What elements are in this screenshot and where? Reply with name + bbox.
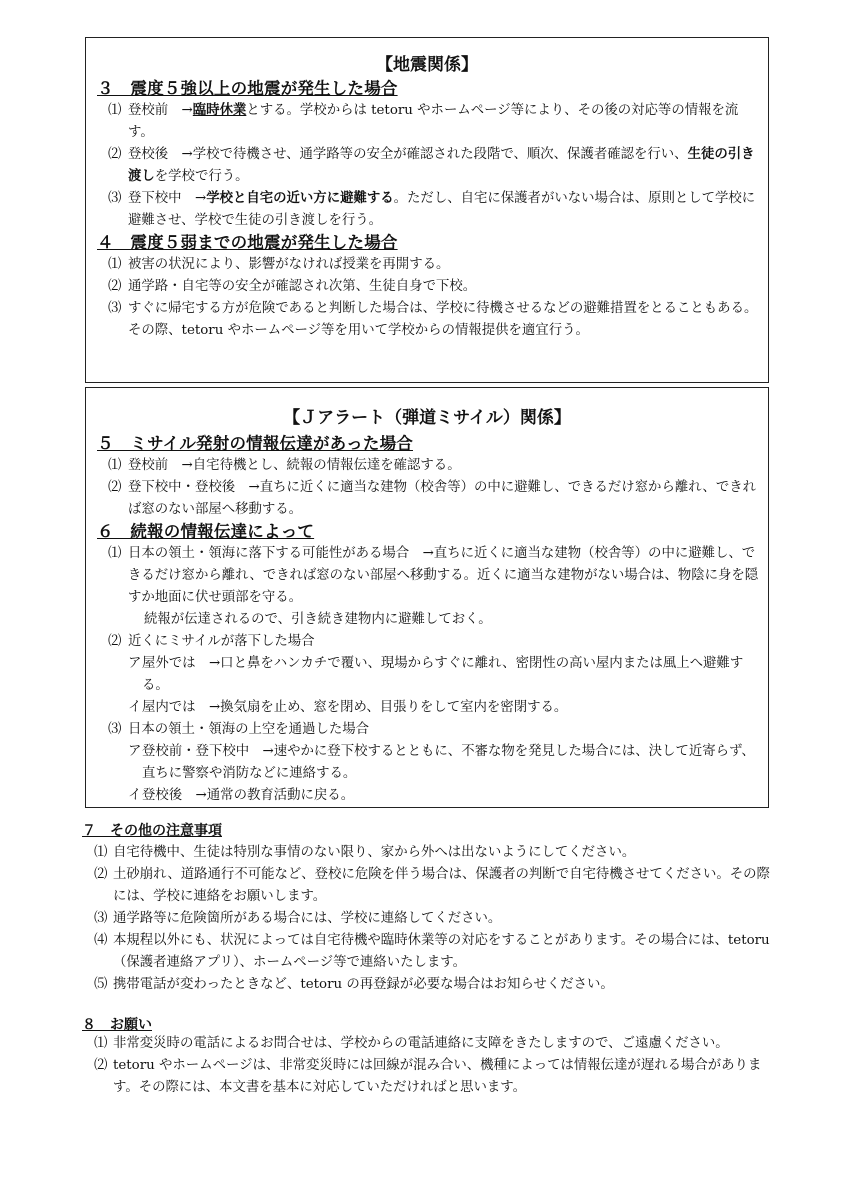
section-8-list bbox=[82, 1033, 772, 1099]
section-8-title: ８ お願い bbox=[82, 1017, 152, 1033]
item-text: 自宅待機中、生徒は特別な事情のない限り、家から外へは出ないようにしてください。 bbox=[113, 845, 636, 860]
item-number: ⑶ bbox=[108, 191, 122, 206]
item-number: ⑷ bbox=[94, 933, 108, 948]
section-7-item-2 bbox=[82, 864, 772, 908]
section-6-item-2 bbox=[86, 631, 768, 653]
section-4-item-1 bbox=[86, 254, 768, 276]
section-4-item-2 bbox=[86, 276, 768, 298]
item-text: 本規程以外にも、状況によっては自宅待機や臨時休業等の対応をすることがあります。その場合には、tetoru（保護者連絡アプリ）、ホームページ等で連絡いたします。 bbox=[113, 933, 770, 970]
section-5-item-2 bbox=[86, 477, 768, 521]
section-7-item-3 bbox=[82, 908, 772, 930]
section-3-item-3 bbox=[86, 188, 768, 232]
sub-item-text: 屋外では →口と鼻をハンカチで覆い、現場からすぐに離れ、密閉性の高い屋内または風上へ避難する。 bbox=[142, 656, 744, 693]
section-7-title: ７ その他の注意事項 bbox=[82, 823, 222, 839]
item-text-bold: 臨時休業 bbox=[192, 103, 247, 118]
item-text-pre: 登校後 →学校で待機させ、通学路等の安全が確認された段階で、順次、保護者確認を行い、 bbox=[128, 147, 688, 162]
section-8-item-2 bbox=[82, 1055, 772, 1099]
item-number: ⑴ bbox=[94, 845, 108, 860]
earthquake-box bbox=[85, 37, 769, 383]
item-number: ⑵ bbox=[108, 279, 122, 294]
item-number: ⑶ bbox=[108, 722, 122, 737]
section-5-item-1 bbox=[86, 455, 768, 477]
item-number: ⑴ bbox=[94, 1036, 108, 1051]
item-number: ⑵ bbox=[108, 480, 122, 495]
item-text-bold: 学校と自宅の近い方に避難する bbox=[206, 191, 394, 206]
item-text: 登校前 →自宅待機とし、続報の情報伝達を確認する。 bbox=[128, 458, 461, 473]
item-text: 日本の領土・領海に落下する可能性がある場合 →直ちに近くに適当な建物（校舎等）の中に避難し、できるだけ窓から離れ、できれば窓のない部屋へ移動する。近くに適当な建物がない場合は、物陰に身を隠すか地面に伏せ頭部を守る。 bbox=[128, 546, 759, 605]
item-number: ⑵ bbox=[108, 147, 122, 162]
section-3-item-1 bbox=[86, 100, 768, 144]
section-7-item-4 bbox=[82, 930, 772, 974]
item-text-post: とする。学校からは tetoru やホームページ等により、その後の対応等の情報を流す。 bbox=[128, 103, 739, 140]
item-text-post: 。ただし、自宅に保護者がいない場合は、原則として学校に避難させ、学校で生徒の引き渡しを行う。 bbox=[128, 191, 756, 228]
section-3-item-2 bbox=[86, 144, 768, 188]
section-6-item-3-sub-b bbox=[86, 785, 768, 807]
item-number: ⑵ bbox=[94, 1058, 108, 1073]
sub-item-number: イ bbox=[128, 700, 142, 715]
section-7-list bbox=[82, 842, 772, 996]
item-text: 日本の領土・領海の上空を通過した場合 bbox=[128, 722, 370, 737]
item-number: ⑴ bbox=[108, 257, 122, 272]
item-number: ⑵ bbox=[108, 634, 122, 649]
section-7-item-1 bbox=[82, 842, 772, 864]
section-6-item-2-sub-b bbox=[86, 697, 768, 719]
item-text: 非常変災時の電話によるお問合せは、学校からの電話連絡に支障をきたしますので、ご遠慮ください。 bbox=[113, 1036, 729, 1051]
item-text-pre: 登校前 → bbox=[128, 103, 193, 118]
section-5-title: ５ ミサイル発射の情報伝達があった場合 bbox=[97, 434, 413, 453]
section-7-item-5 bbox=[82, 974, 772, 996]
sub-item-text: 登校後 →通常の教育活動に戻る。 bbox=[142, 788, 355, 803]
item-text: 通学路・自宅等の安全が確認され次第、生徒自身で下校。 bbox=[128, 279, 477, 294]
item-number: ⑴ bbox=[108, 458, 122, 473]
item-text: 土砂崩れ、道路通行不可能など、登校に危険を伴う場合は、保護者の判断で自宅待機させてください。その際には、学校に連絡をお願いします。 bbox=[113, 867, 770, 904]
section-8-item-1 bbox=[82, 1033, 772, 1055]
section-4-title: ４ 震度５弱までの地震が発生した場合 bbox=[97, 233, 398, 252]
item-text-post: を学校で行う。 bbox=[154, 169, 249, 184]
section-6-item-2-sub-a bbox=[86, 653, 768, 697]
sub-item-number: ア bbox=[128, 656, 142, 671]
section-3-title: ３ 震度５強以上の地震が発生した場合 bbox=[97, 79, 398, 98]
item-text: tetoru やホームページは、非常変災時には回線が混み合い、機種によっては情報伝達が遅れる場合があります。その際には、本文書を基本に対応していただければと思います。 bbox=[113, 1058, 762, 1095]
earthquake-title: 【地震関係】 bbox=[376, 55, 478, 75]
sub-item-text: 屋内では →換気扇を止め、窓を閉め、目張りをして室内を密閉する。 bbox=[142, 700, 568, 715]
item-number: ⑸ bbox=[94, 977, 108, 992]
item-text: 登下校中・登校後 →直ちに近くに適当な建物（校舎等）の中に避難し、できるだけ窓から離れ、できれば窓のない部屋へ移動する。 bbox=[128, 480, 756, 517]
sub-item-number: ア bbox=[128, 744, 142, 759]
section-4-item-3 bbox=[86, 298, 768, 342]
section-6-item-3-sub-a bbox=[86, 741, 768, 785]
item-text: 近くにミサイルが落下した場合 bbox=[128, 634, 315, 649]
sub-item-number: イ bbox=[128, 788, 142, 803]
section-6-item-1-note: 続報が伝達されるので、引き続き建物内に避難しておく。 bbox=[144, 612, 492, 627]
jalert-box bbox=[85, 387, 769, 808]
item-text: 携帯電話が変わったときなど、tetoru の再登録が必要な場合はお知らせください。 bbox=[113, 977, 614, 992]
item-text: 通学路等に危険箇所がある場合には、学校に連絡してください。 bbox=[113, 911, 502, 926]
item-text: 被害の状況により、影響がなければ授業を再開する。 bbox=[128, 257, 450, 272]
item-text-bold: 生徒の引き渡し bbox=[128, 147, 755, 184]
item-text: すぐに帰宅する方が危険であると判断した場合は、学校に待機させるなどの避難措置をとることもある。その際、tetoru やホームページ等を用いて学校からの情報提供を適宜行う。 bbox=[128, 301, 758, 338]
section-6-item-3 bbox=[86, 719, 768, 741]
item-number: ⑴ bbox=[108, 546, 122, 561]
item-number: ⑶ bbox=[94, 911, 108, 926]
item-number: ⑵ bbox=[94, 867, 108, 882]
sub-item-text: 登校前・登下校中 →速やかに登下校するとともに、不審な物を発見した場合には、決して近寄らず、直ちに警察や消防などに連絡する。 bbox=[142, 744, 755, 781]
section-6-item-1 bbox=[86, 543, 768, 609]
jalert-title: 【Ｊアラート（弾道ミサイル）関係】 bbox=[283, 408, 571, 428]
item-number: ⑶ bbox=[108, 301, 122, 316]
item-number: ⑴ bbox=[108, 103, 122, 118]
section-6-title: ６ 続報の情報伝達によって bbox=[97, 522, 315, 541]
item-text-pre: 登下校中 → bbox=[128, 191, 207, 206]
